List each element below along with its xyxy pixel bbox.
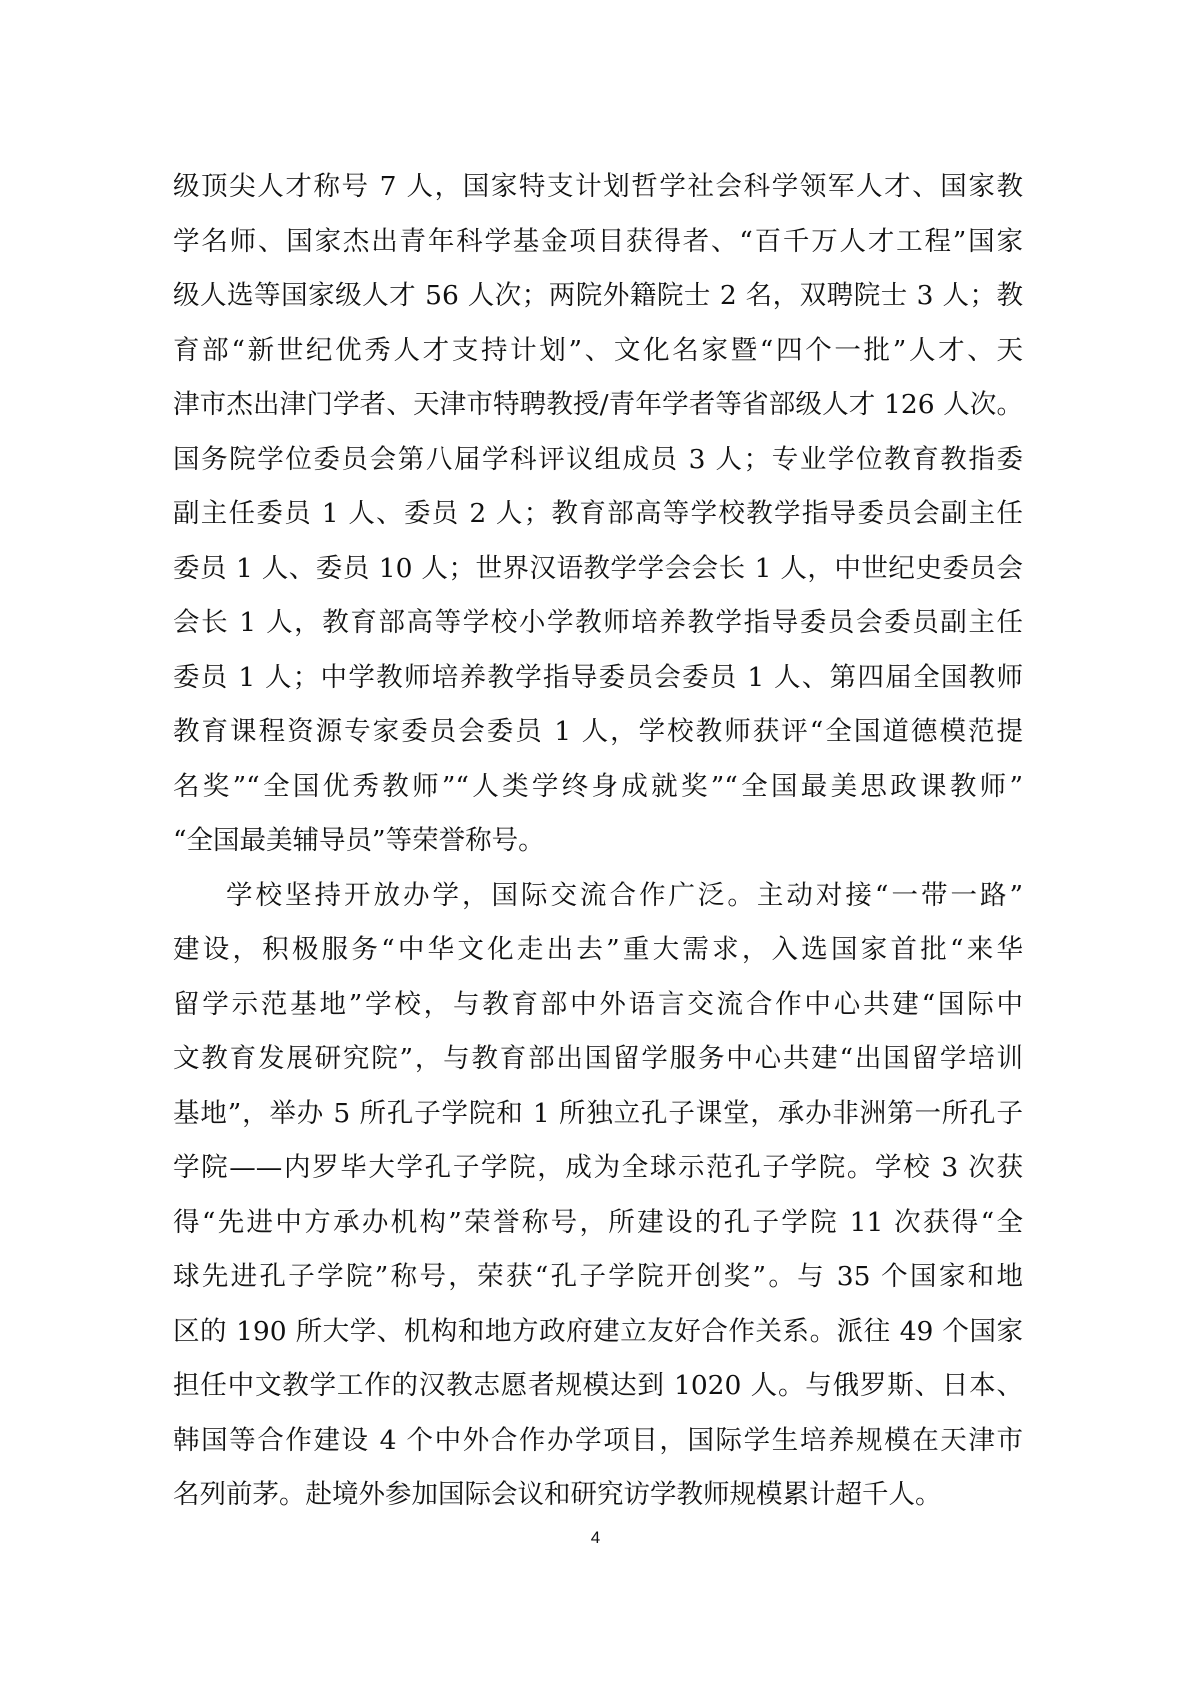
text-line: 文教育发展研究院”，与教育部出国留学服务中心共建“出国留学培训 [173,1043,1023,1074]
text-line: 国务院学位委员会第八届学科评议组成员 3 人；专业学位教育教指委 [173,443,1023,475]
text-line: 会长 1 人，教育部高等学校小学教师培养教学指导委员会委员副主任 [173,607,1023,638]
text-line: 级顶尖人才称号 7 人，国家特支计划哲学社会科学领军人才、国家教 [173,171,1023,202]
text-line: 学校坚持开放办学，国际交流合作广泛。主动对接“一带一路” [226,879,1023,911]
text-line: 留学示范基地”学校，与教育部中外语言交流合作中心共建“国际中 [173,988,1023,1020]
paragraph-2 [173,869,1023,1523]
text-line: 学院——内罗毕大学孔子学院，成为全球示范孔子学院。学校 3 次获 [173,1152,1023,1183]
text-line: 担任中文教学工作的汉教志愿者规模达到 1020 人。与俄罗斯、日本、 [173,1370,1023,1401]
text-line: 委员 1 人；中学教师培养教学指导委员会委员 1 人、第四届全国教师 [173,661,1023,693]
text-line: 副主任委员 1 人、委员 2 人；教育部高等学校教学指导委员会副主任 [173,498,1023,529]
text-line: 教育课程资源专家委员会委员 1 人，学校教师获评“全国道德模范提 [173,716,1023,747]
paragraph-1 [173,160,1023,869]
text-line: 韩国等合作建设 4 个中外合作办学项目，国际学生培养规模在天津市 [173,1424,1023,1456]
text-line: 基地”，举办 5 所孔子学院和 1 所独立孔子课堂，承办非洲第一所孔子 [173,1097,1023,1129]
text-line: 球先进孔子学院”称号，荣获“孔子学院开创奖”。与 35 个国家和地 [173,1261,1023,1292]
page-number: 4 [590,1528,601,1547]
text-line: 学名师、国家杰出青年科学基金项目获得者、“百千万人才工程”国家 [173,225,1023,257]
text-line: 建设，积极服务“中华文化走出去”重大需求，入选国家首批“来华 [173,934,1023,965]
text-line: 名奖”“全国优秀教师”“人类学终身成就奖”“全国最美思政课教师” [173,770,1023,802]
body-text [173,160,1023,1523]
text-line: 育部“新世纪优秀人才支持计划”、文化名家暨“四个一批”人才、天 [173,334,1023,366]
text-line: 津市杰出津门学者、天津市特聘教授/青年学者等省部级人才 126 人次。 [173,389,1023,420]
text-line: 得“先进中方承办机构”荣誉称号，所建设的孔子学院 11 次获得“全 [173,1206,1023,1238]
text-line: 委员 1 人、委员 10 人；世界汉语教学学会会长 1 人，中世纪史委员会 [173,552,1023,584]
text-line: 区的 190 所大学、机构和地方政府建立友好合作关系。派往 49 个国家 [173,1315,1023,1347]
text-line: “全国最美辅导员”等荣誉称号。 [173,825,545,856]
text-line: 级人选等国家级人才 56 人次；两院外籍院士 2 名，双聘院士 3 人；教 [173,280,1023,311]
text-line: 名列前茅。赴境外参加国际会议和研究访学教师规模累计超千人。 [173,1479,942,1510]
